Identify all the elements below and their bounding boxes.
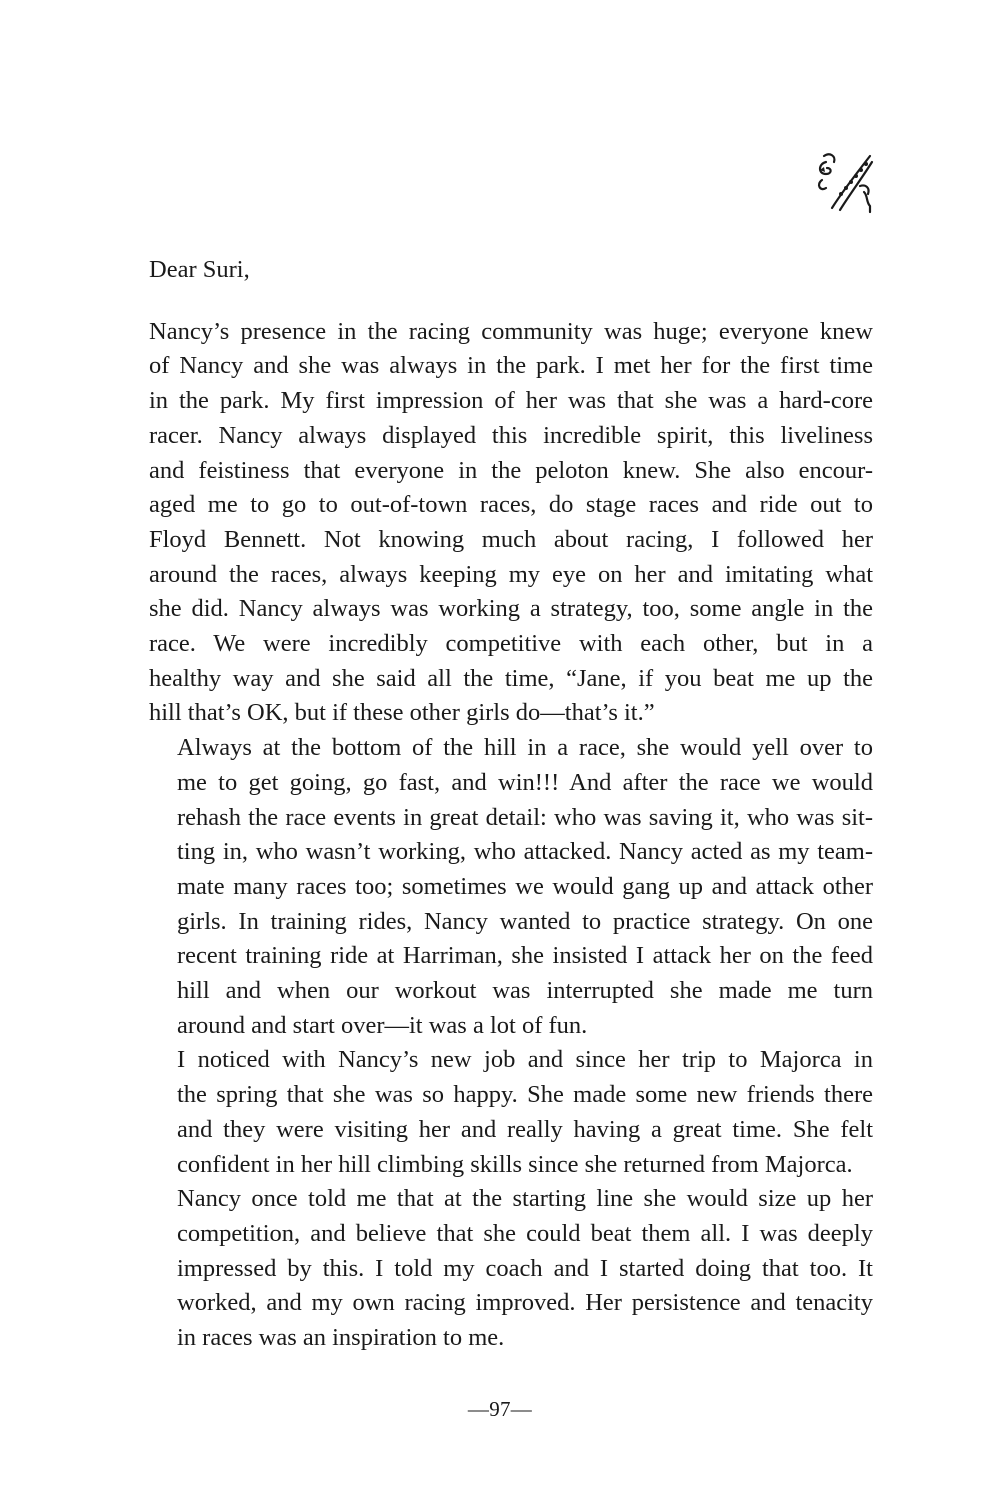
text-line: worked, and my own racing improved. Her persistence and tenacity [177, 1289, 873, 1317]
text-line: she did. Nancy always was working a strategy, too, some angle in the [149, 595, 873, 623]
text-line: rehash the race events in great detail: who was saving it, who was sit- [177, 803, 873, 831]
text-line: and they were visiting her and really having a great time. She felt [177, 1115, 873, 1143]
text-line: hill that’s OK, but if these other girls do—that’s it.” [149, 699, 655, 727]
floral-flourish-icon [812, 148, 878, 214]
text-line: around and start over—it was a lot of fun. [177, 1011, 588, 1039]
text-line: of Nancy and she was always in the park. I met her for the first time [149, 352, 873, 380]
paragraph [149, 731, 873, 1043]
text-line: Always at the bottom of the hill in a race, she would yell over to [177, 734, 873, 762]
letter-paragraphs [149, 315, 873, 1356]
text-line: mate many races too; sometimes we would gang up and attack other [177, 872, 873, 900]
paragraph [149, 1043, 873, 1182]
text-line: recent training ride at Harriman, she insisted I attack her on the feed [177, 942, 873, 970]
page-number: —97— [467, 1397, 533, 1421]
text-line: race. We were incredibly competitive with each other, but in a [149, 630, 873, 658]
text-line: in the park. My first impression of her was that she was a hard-core [149, 387, 873, 415]
salutation: Dear Suri, [149, 256, 250, 283]
text-line: hill and when our workout was interrupted she made me turn [177, 977, 873, 1005]
paragraph [149, 1182, 873, 1356]
text-line: Nancy’s presence in the racing community was huge; everyone knew [149, 317, 873, 345]
text-line: impressed by this. I told my coach and I started doing that too. It [177, 1254, 873, 1282]
text-line: aged me to go to out-of-town races, do stage races and ride out to [149, 491, 873, 519]
paragraph [149, 315, 873, 731]
text-line: in races was an inspiration to me. [177, 1324, 505, 1352]
text-line: me to get going, go fast, and win!!! And after the race we would [177, 768, 873, 796]
text-line: girls. In training rides, Nancy wanted to practice strategy. On one [177, 907, 873, 935]
text-line: around the races, always keeping my eye on her and imitating what [149, 560, 873, 588]
text-line: and feistiness that everyone in the peloton knew. She also encour- [149, 456, 873, 484]
text-line: I noticed with Nancy’s new job and since her trip to Majorca in [177, 1046, 873, 1074]
text-line: Nancy once told me that at the starting line she would size up her [177, 1185, 873, 1213]
letter-body [149, 253, 873, 1356]
text-line: the spring that she was so happy. She made some new friends there [177, 1081, 873, 1109]
text-line: ting in, who wasn’t working, who attacked. Nancy acted as my team- [177, 838, 873, 866]
text-line: competition, and believe that she could beat them all. I was deeply [177, 1219, 873, 1247]
text-line: Floyd Bennett. Not knowing much about racing, I followed her [149, 525, 873, 553]
text-line: racer. Nancy always displayed this incredible spirit, this liveliness [149, 421, 873, 449]
text-line: confident in her hill climbing skills since she returned from Majorca. [177, 1150, 853, 1178]
text-line: healthy way and she said all the time, “Jane, if you beat me up the [149, 664, 873, 692]
